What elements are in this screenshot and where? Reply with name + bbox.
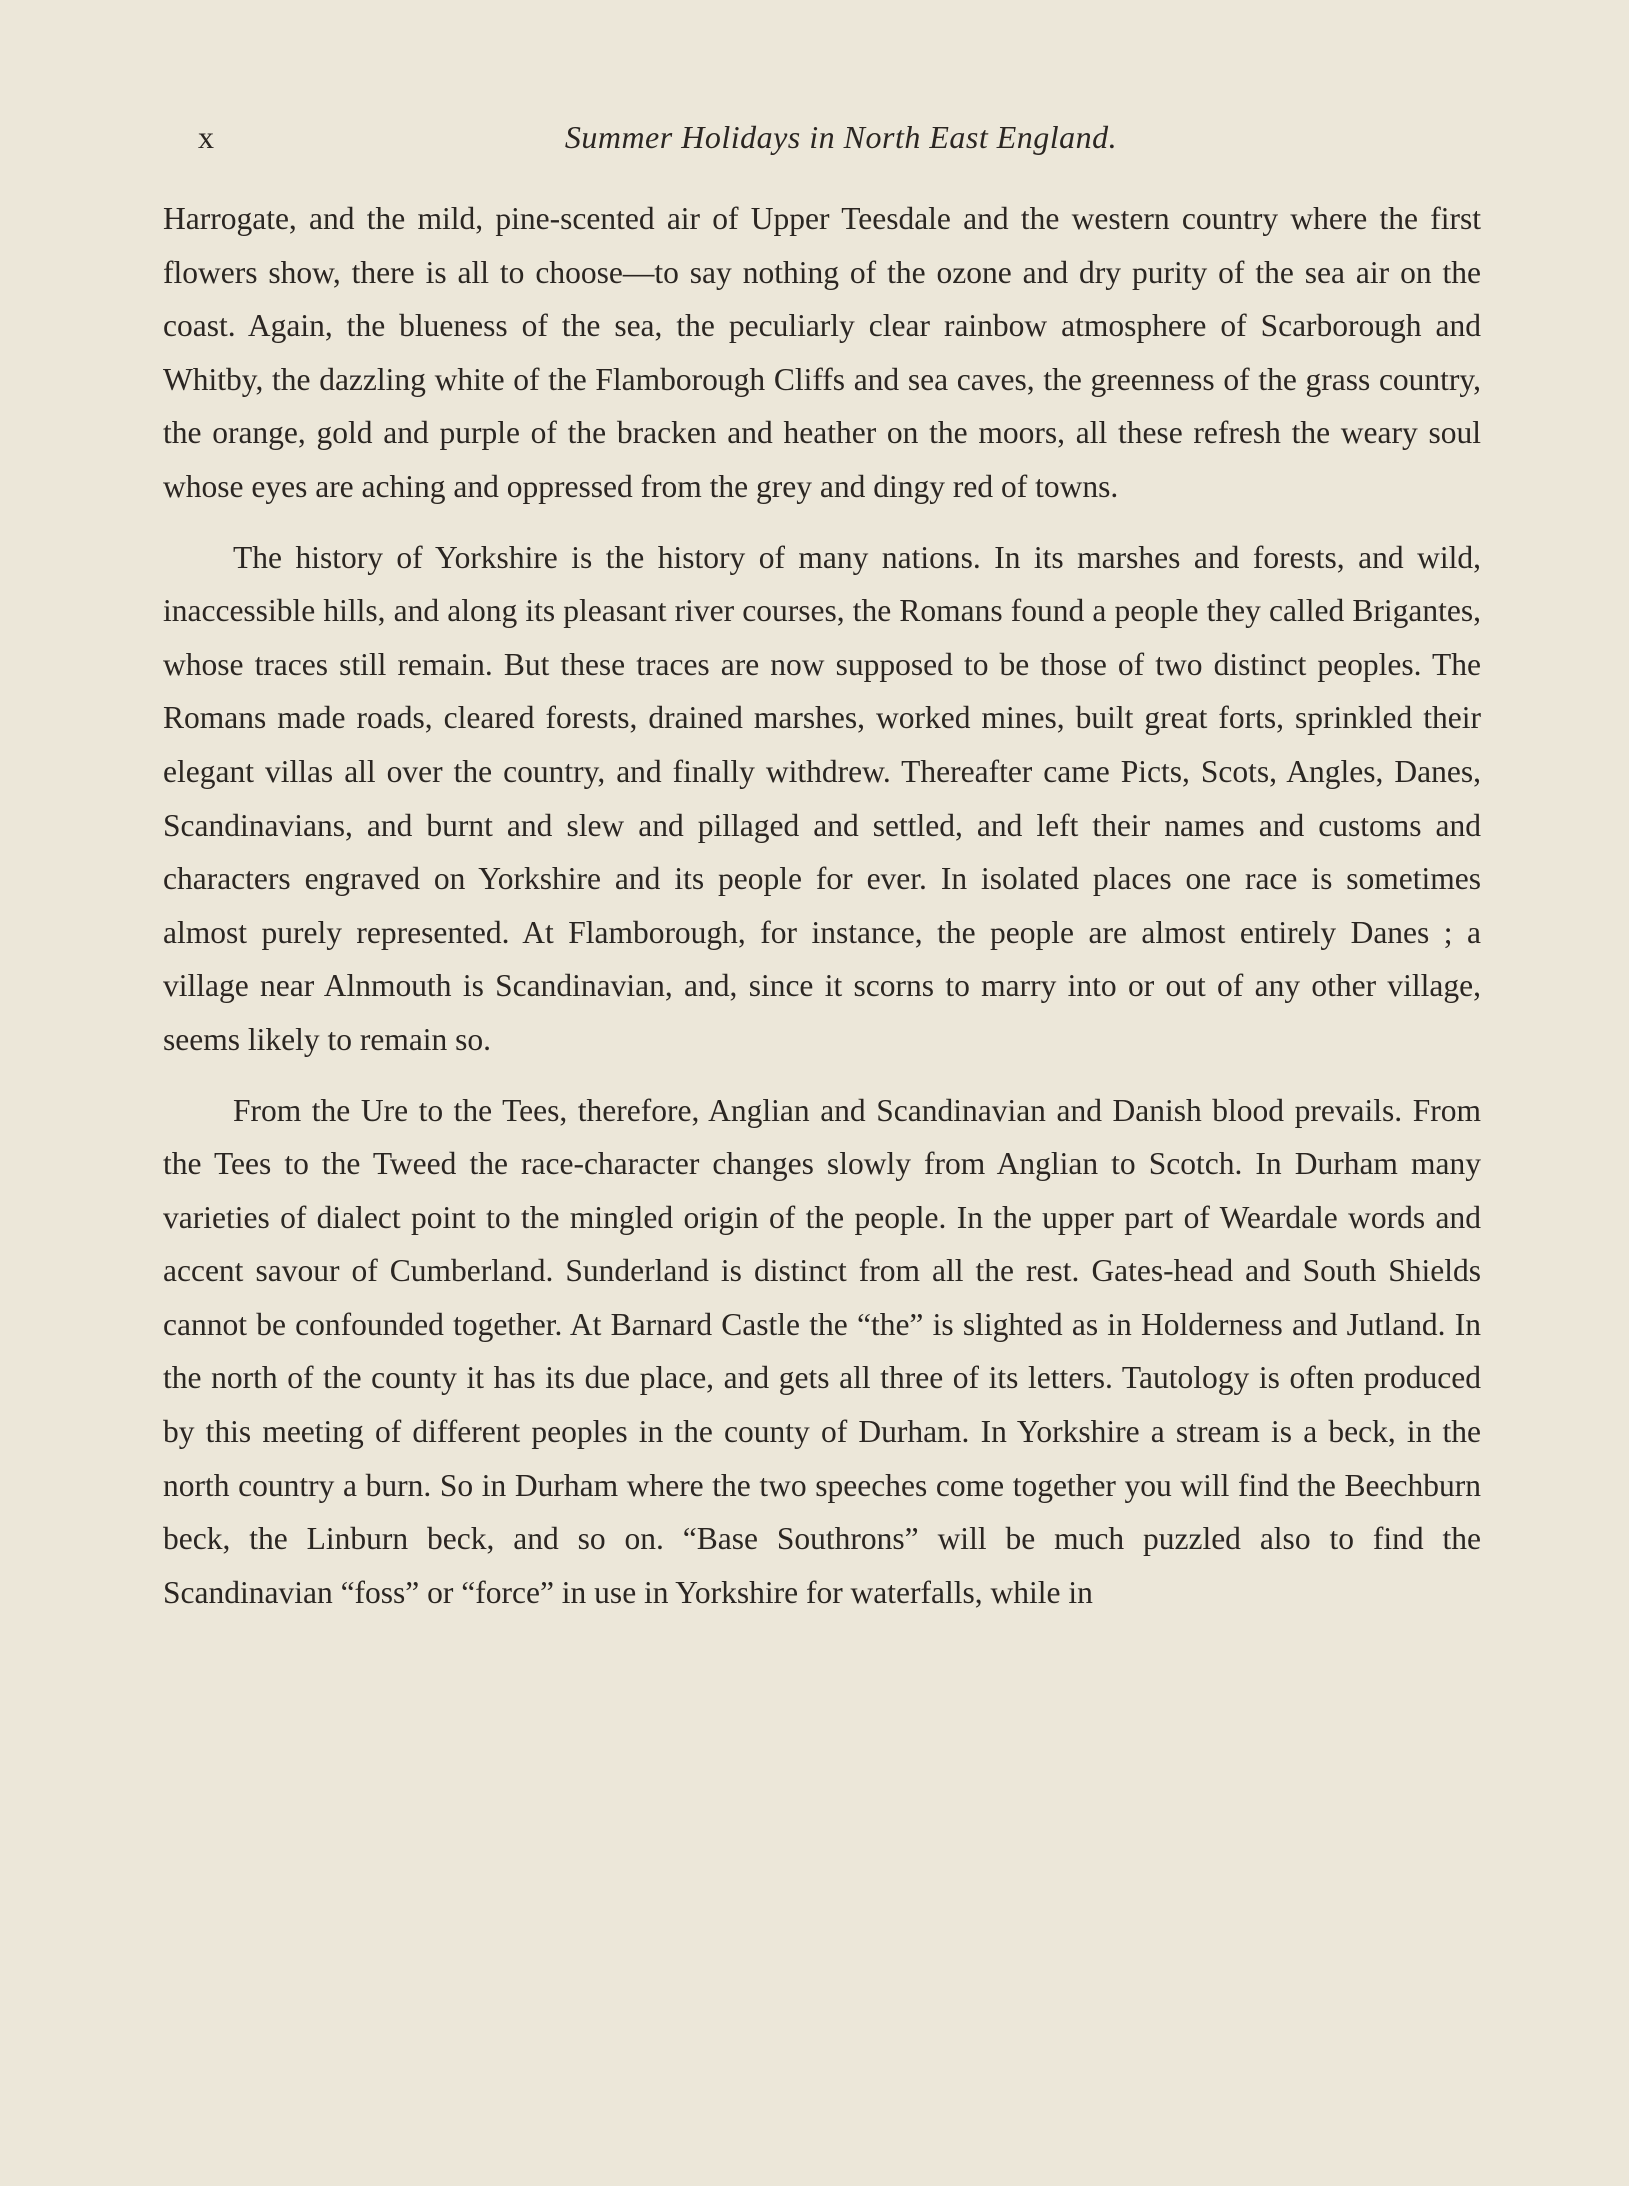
paragraph-3: From the Ure to the Tees, therefore, Anglian and Scandinavian and Danish blood prevails. From the Tees to the Tweed the race-character changes slowly from Anglian to Scotch. In Durham many varieties of dialect point to the mingled origin of the people. In the upper part of Weardale words and accent savour of Cumberland. Sunderland is distinct from all the rest. Gates-head and South Shields cannot be confounded together. At Barnard Castle the “the” is slighted as in Holderness and Jutland. In the north of the county it has its due place, and gets all three of its letters. Tautology is often produced by this meeting of different peoples in the county of Durham. In Yorkshire a stream is a beck, in the north country a burn. So in Durham where the two speeches come together you will find the Beechburn beck, the Linburn beck, and so on. “Base Southrons” will be much puzzled also to find the Scandinavian “foss” or “force” in use in Yorkshire for waterfalls, while in xyxy=(163,1092,1481,1610)
paragraph-1: Harrogate, and the mild, pine-scented air of Upper Teesdale and the western country where the first flowers show, there is all to choose—to say nothing of the ozone and dry purity of the sea air on the coast. Again, the blueness of the sea, the peculiarly clear rainbow atmosphere of Scarborough and Whitby, the dazzling white of the Flamborough Cliffs and sea caves, the greenness of the grass country, the orange, gold and purple of the bracken and heather on the moors, all these refresh the weary soul whose eyes are aching and oppressed from the grey and dingy red of towns. xyxy=(163,201,1481,504)
body-text xyxy=(163,192,1481,1619)
paragraph-2: The history of Yorkshire is the history of many nations. In its marshes and forests, and wild, inaccessible hills, and along its pleasant river courses, the Romans found a people they called Brigantes, whose traces still remain. But these traces are now supposed to be those of two distinct peoples. The Romans made roads, cleared forests, drained marshes, worked mines, built great forts, sprinkled their elegant villas all over the country, and finally withdrew. Thereafter came Picts, Scots, Angles, Danes, Scandinavians, and burnt and slew and pillaged and settled, and left their names and customs and characters engraved on Yorkshire and its people for ever. In isolated places one race is sometimes almost purely represented. At Flamborough, for instance, the people are almost entirely Danes ; a village near Alnmouth is Scandinavian, and, since it scorns to marry into or out of any other village, seems likely to remain so. xyxy=(163,539,1481,1057)
running-title: Summer Holidays in North East England. xyxy=(564,119,1118,155)
running-head xyxy=(198,112,1484,162)
page-number: x xyxy=(198,119,214,155)
